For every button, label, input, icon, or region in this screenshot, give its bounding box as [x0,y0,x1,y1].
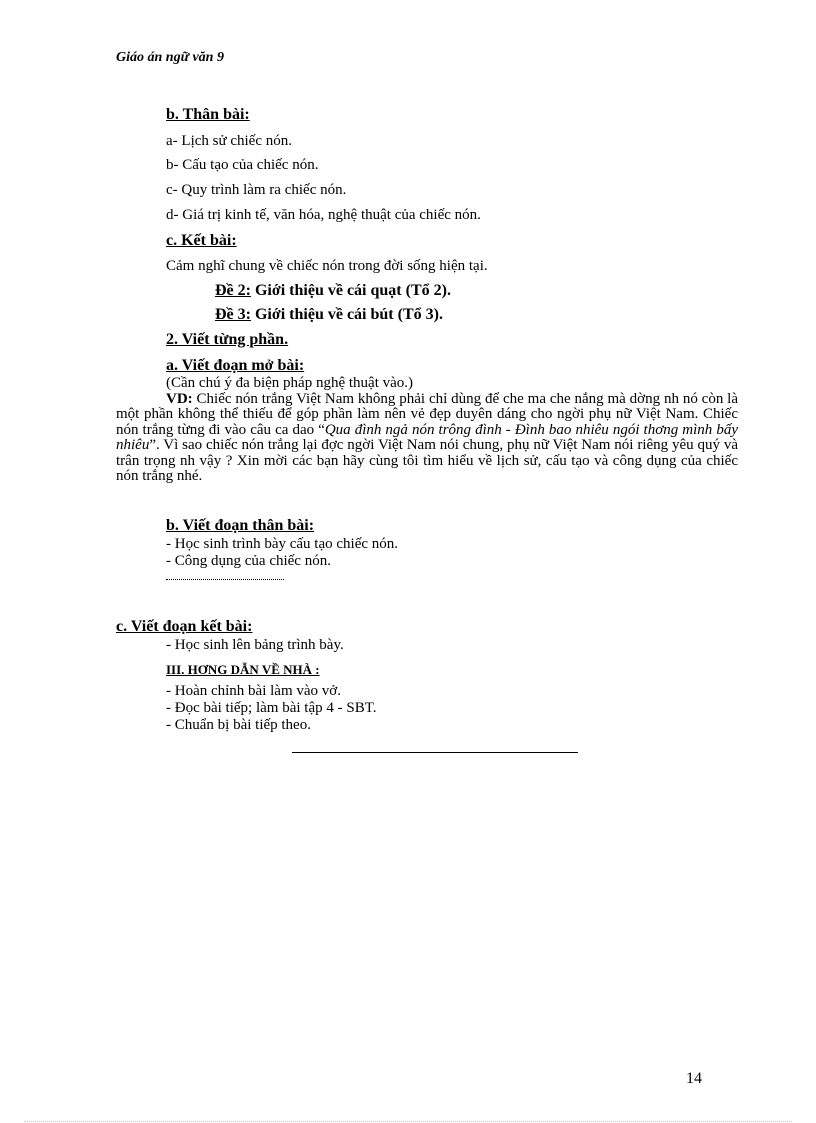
end-rule [292,752,578,753]
ket-bai-text: Cảm nghĩ chung về chiếc nón trong đời sống hiện tại. [166,258,488,274]
than-bai-item: a- Lịch sử chiếc nón. [166,133,292,149]
homework-heading: III. HƠNG DẪN VỀ NHÀ : [166,662,320,677]
vd-label: VD: [166,391,193,407]
than-bai-heading: b. Thân bài: [166,106,250,123]
footer-dots [24,1121,792,1122]
viet-ket-bai-heading: c. Viết đoạn kết bài: [116,618,253,635]
vd-quote: Qua đình ngả nón trông đình - Đình bao nhiêu ngói thơng mình bấy nhiêu [116,421,738,454]
viet-ket-bai-item: - Học sinh lên bảng trình bày. [166,637,344,653]
viet-than-bai-item: - Công dụng của chiếc nón. [166,553,331,569]
viet-than-bai-heading: b. Viết đoạn thân bài: [166,517,315,534]
mo-bai-note: (Cần chú ý đa biện pháp nghệ thuật vào.) [166,375,414,391]
page-number: 14 [686,1070,702,1087]
topic-text: Giới thiệu về cái quạt (Tổ 2). [254,282,451,299]
topic-text: Giới thiệu về cái bút (Tổ 3). [254,306,443,323]
than-bai-item: d- Giá trị kinh tế, văn hóa, nghệ thuật của chiếc nón. [166,207,481,223]
topic-label: Đề 3: [215,306,251,323]
topic-de-3 [215,306,443,324]
topic-label: Đề 2: [215,282,251,299]
ket-bai-heading: c. Kết bài: [166,232,237,249]
mo-bai-heading: a. Viết đoạn mở bài: [166,357,305,374]
example-paragraph [116,392,738,484]
viet-than-bai-item: - Học sinh trình bày cấu tạo chiếc nón. [166,536,399,552]
dotted-line [166,573,284,580]
than-bai-item: b- Cấu tạo của chiếc nón. [166,157,319,173]
topic-de-2 [215,282,451,300]
vd-text: ”. Vì sao chiếc nón trắng lại đợc ngời Việt Nam nói chung, phụ nữ Việt Nam nói riêng yêu quý và trân trọng nh vậy ? Xin mời các bạn hãy cùng tôi tìm hiểu về lịch sử, cấu tạo và công dụng của chiếc nón trắng nhé. [116,437,738,485]
than-bai-item: c- Quy trình làm ra chiếc nón. [166,182,347,198]
homework-item: - Chuẩn bị bài tiếp theo. [166,717,311,733]
homework-item: - Hoàn chỉnh bài làm vào vở. [166,683,341,699]
homework-item: - Đọc bài tiếp; làm bài tập 4 - SBT. [166,700,377,716]
page-header: Giáo án ngữ văn 9 [116,50,224,65]
vd-text: Chiếc nón trắng Việt Nam không phải chỉ dùng để che ma che nắng mà dờng nh nó còn là một phần không thể thiếu để góp phần làm nên vẻ đẹp duyên dáng cho ngời phụ nữ Việt Nam. Chiếc nón trắng từng đi vào câu ca dao “ [116,391,739,438]
section-2-heading: 2. Viết từng phần. [166,331,289,348]
